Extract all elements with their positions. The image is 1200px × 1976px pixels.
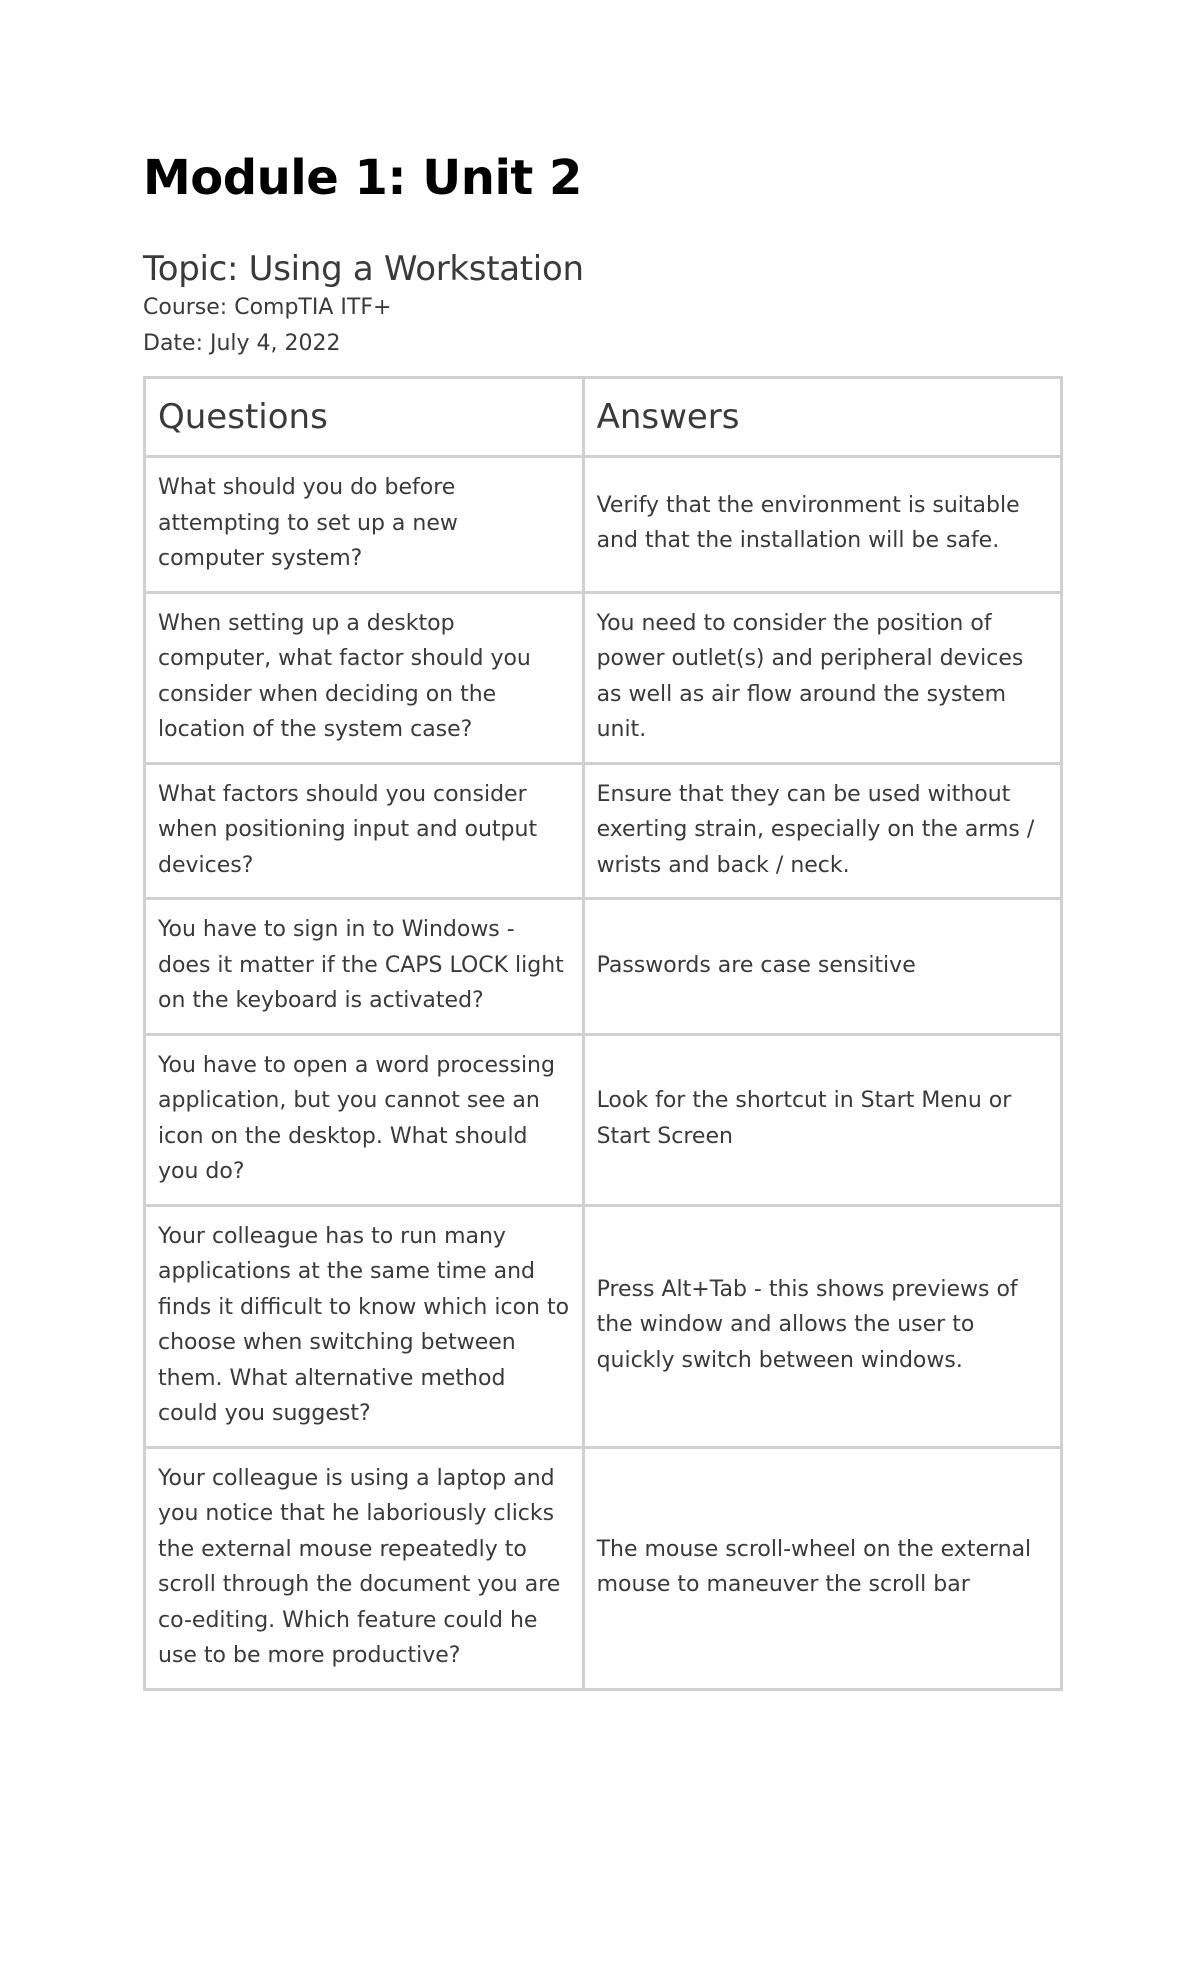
table-row: [145, 592, 1062, 763]
questions-header: Questions: [145, 378, 584, 457]
table-row: [145, 1205, 1062, 1447]
course-line: Course: CompTIA ITF+: [143, 295, 392, 320]
answer-cell: Ensure that they can be used without exerting strain, especially on the arms / wrists and back / neck.: [583, 763, 1061, 899]
question-cell: You have to open a word processing application, but you cannot see an icon on the desktop. What should you do?: [145, 1034, 584, 1205]
answer-cell: Look for the shortcut in Start Menu or Start Screen: [583, 1034, 1061, 1205]
table-row: [145, 1034, 1062, 1205]
date-line: Date: July 4, 2022: [143, 331, 341, 356]
answers-header: Answers: [583, 378, 1061, 457]
table-header-row: [145, 378, 1062, 457]
table-row: [145, 1447, 1062, 1689]
page-title: Module 1: Unit 2: [143, 150, 582, 206]
table-row: [145, 457, 1062, 593]
answer-cell: You need to consider the position of power outlet(s) and peripheral devices as well as air flow around the system unit.: [583, 592, 1061, 763]
qa-table: [143, 376, 1063, 1691]
answer-cell: Verify that the environment is suitable and that the installation will be safe.: [583, 457, 1061, 593]
question-cell: Your colleague has to run many applications at the same time and finds it difficult to know which icon to choose when switching between them. What alternative method could you suggest?: [145, 1205, 584, 1447]
question-cell: When setting up a desktop computer, what factor should you consider when deciding on the location of the system case?: [145, 592, 584, 763]
document-content: [143, 148, 1063, 1691]
answer-cell: The mouse scroll-wheel on the external mouse to maneuver the scroll bar: [583, 1447, 1061, 1689]
question-cell: Your colleague is using a laptop and you notice that he laboriously clicks the external mouse repeatedly to scroll through the document you are co-editing. Which feature could he use to be more productive?: [145, 1447, 584, 1689]
question-cell: What factors should you consider when positioning input and output devices?: [145, 763, 584, 899]
table-row: [145, 899, 1062, 1035]
question-cell: You have to sign in to Windows - does it matter if the CAPS LOCK light on the keyboard is activated?: [145, 899, 584, 1035]
answer-cell: Passwords are case sensitive: [583, 899, 1061, 1035]
topic-heading: Topic: Using a Workstation: [143, 249, 584, 289]
question-cell: What should you do before attempting to set up a new computer system?: [145, 457, 584, 593]
table-row: [145, 763, 1062, 899]
answer-cell: Press Alt+Tab - this shows previews of the window and allows the user to quickly switch between windows.: [583, 1205, 1061, 1447]
